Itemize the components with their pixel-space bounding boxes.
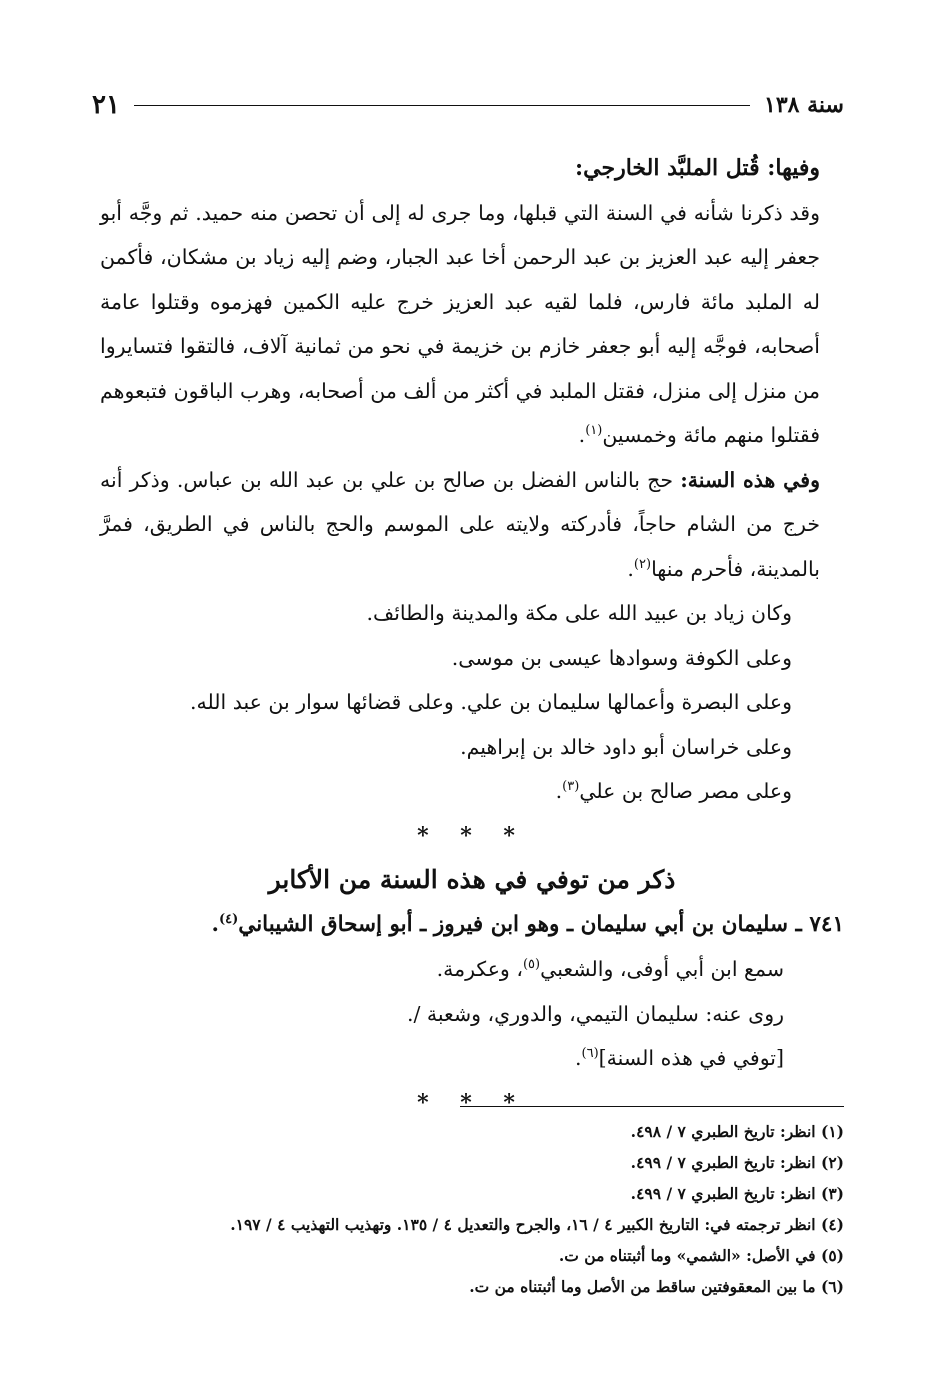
governor-line-4: وعلى خراسان أبو داود خالد بن إبراهيم. (460, 734, 792, 759)
paragraph-end: . (578, 423, 586, 447)
section-title: ذكر من توفي في هذه السنة من الأكابر (268, 865, 676, 894)
entry-line-death (100, 1036, 844, 1081)
entry-end: . (574, 1046, 582, 1070)
governor-line-3: وعلى البصرة وأعمالها سليمان بن علي. وعلى قضائها سوار بن عبد الله. (189, 690, 792, 714)
paragraph-lead: وفي هذه السنة: (680, 467, 820, 492)
paragraph-mulabbad (100, 191, 844, 458)
footnote-5: (٥) في الأصل: «الشمي» وما أثبتناه من ت. (558, 1246, 844, 1265)
footnote-4: (٤) انظر ترجمته في: التاريخ الكبير ٤ / ١٦، والجرح والتعديل ٤ / ١٣٥. وتهذيب التهذيب ٤ / ١٩٧. (230, 1215, 844, 1234)
footnote-ref-5: (٥) (522, 957, 541, 973)
section-separator-1: * * * (417, 822, 527, 849)
entry-text: [توفي في هذه السنة] (598, 1046, 784, 1070)
footnote-6: (٦) ما بين المعقوفتين ساقط من الأصل وما أثبتناه من ت. (469, 1277, 844, 1296)
footnote-ref-6: (٦) (581, 1046, 599, 1062)
footnotes (100, 1116, 844, 1302)
paragraph-text: حج بالناس الفضل بن صالح بن علي بن عبد الله بن عباس. وذكر أنه خرج من الشام حاجاً، فأدركته ولايته على الموسم والحج بالناس في الطريق، فمرَّ بالمدينة، فأحرم منها (100, 467, 820, 581)
governor-line-5 (100, 769, 844, 814)
footnote-ref-3: (٣) (562, 779, 580, 795)
event-heading: وفيها: قُتل الملبَّد الخارجي: (575, 155, 820, 181)
entry-text: سمع ابن أبي أوفى، والشعبي (540, 957, 784, 981)
footnote-rule (460, 1106, 844, 1107)
footnote-2: (٢) انظر: تاريخ الطبري ٧ / ٤٩٩. (630, 1153, 844, 1172)
governor-end: . (555, 779, 563, 803)
footnote-ref-1: (١) (585, 423, 603, 439)
footnote-3: (٣) انظر: تاريخ الطبري ٧ / ٤٩٩. (630, 1184, 844, 1203)
paragraph-hajj (100, 458, 844, 592)
page-number: ٢١ (92, 90, 120, 120)
entry-title-end: . (211, 911, 219, 937)
governor-text: وعلى مصر صالح بن علي (579, 779, 792, 803)
running-header (92, 88, 844, 122)
header-rule (134, 105, 750, 106)
paragraph-text: وقد ذكرنا شأنه في السنة التي قبلها، وما جرى له إلى أن تحصن منه حميد. ثم وجَّه أبو جعفر إليه عبد العزيز بن عبد الرحمن أخا عبد الجبار، وضم إليه زياد بن مشكان، فأكمن له الملبد مائة فارس، فلما لقيه عبد العزيز خرج عليه الكمين فهزموه وقتلوا عامة أصحابه، فوجَّه إليه أبو جعفر خازم بن خزيمة في نحو من ثمانية آلاف، فالتقوا فتسايروا من منزل إلى منزل، فقتل الملبد في أكثر من ألف من أصحابه، وهرب الباقون فتبعوهم فقتلوا منهم مائة وخمسين (100, 200, 820, 447)
header-year: سنة ١٣٨ (764, 92, 844, 118)
entry-line-teachers (100, 947, 844, 992)
footnote-ref-4: (٤) (218, 911, 239, 927)
footnote-1: (١) انظر: تاريخ الطبري ٧ / ٤٩٨. (630, 1122, 844, 1141)
paragraph-end: . (627, 556, 634, 581)
footnote-ref-2: (٢) (633, 556, 652, 572)
entry-title-text: ٧٤١ ـ سليمان بن أبي سليمان ـ وهو ابن فيروز ـ أبو إسحاق الشيباني (238, 911, 844, 937)
main-text (100, 146, 844, 1125)
entry-text-cont: ، وعكرمة. (436, 957, 523, 981)
section-separator-2: * * * (417, 1089, 527, 1116)
entry-line-students: روى عنه: سليمان التيمي، والدوري، وشعبة /. (406, 1001, 784, 1026)
biography-entry-title (100, 903, 844, 948)
governor-line-1: وكان زياد بن عبيد الله على مكة والمدينة والطائف. (366, 601, 792, 625)
governor-line-2: وعلى الكوفة وسوادها عيسى بن موسى. (451, 645, 792, 670)
